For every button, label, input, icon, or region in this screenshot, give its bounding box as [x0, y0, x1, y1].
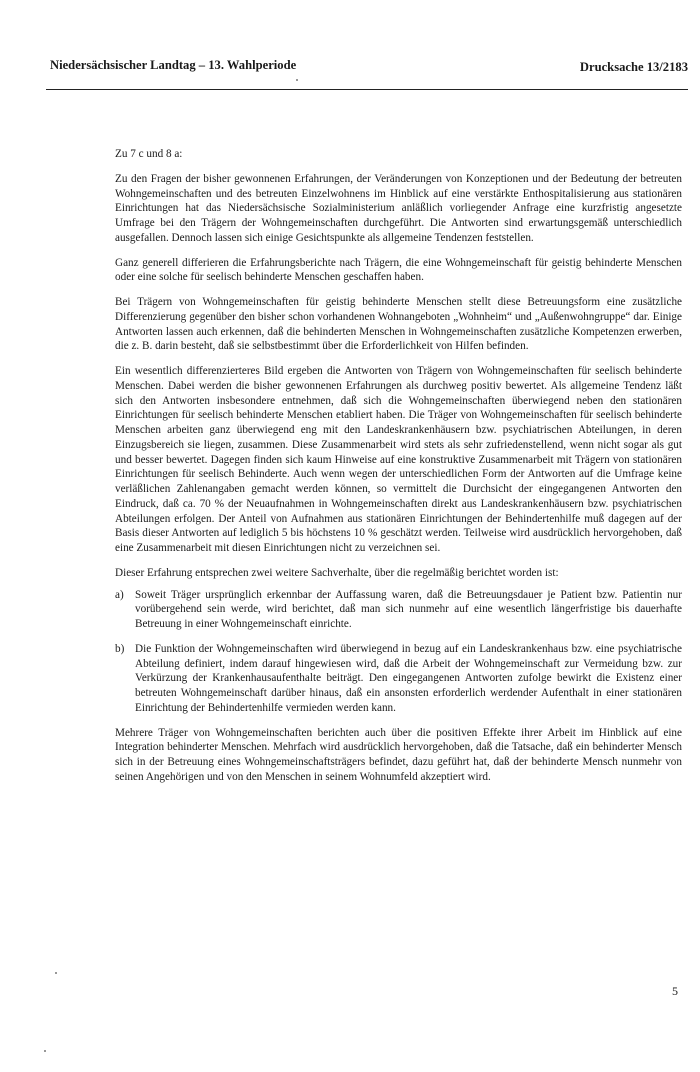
- list-intro: Dieser Erfahrung entsprechen zwei weitere Sachverhalte, über die regelmäßig berichtet worden ist:: [115, 566, 559, 579]
- list-marker: a): [115, 588, 124, 601]
- closing-paragraph: Mehrere Träger von Wohngemeinschaften berichten auch über die positiven Effekte ihrer Arbeit im Hinblick auf eine Integration behinderter Menschen. Mehrfach wird ausdrücklich hervorgehoben, daß die Tatsache, daß ein behinderter Mensch sich in der Betreuung eines Wohngemeinschaftsträgers befindet, dazu geführt hat, daß der behinderte Mensch nunmehr von seinen Angehörigen und von den Menschen in seinem Wohnumfeld akzeptiert wird.: [115, 726, 682, 783]
- list-marker: b): [115, 642, 125, 655]
- paragraph-4: Ein wesentlich differenzierteres Bild ergeben die Antworten von Trägern von Wohngemeinschaften für seelisch behinderte Menschen. Dabei werden die bisher gewonnenen Erfahrungen als durchweg positiv bewertet. Als allgemeine Tendenz läßt sich den Antworten insbesondere entnehmen, daß sich die Wohngemeinschaften überwiegend neben den stationären Einrichtungen für seelisch behinderte Menschen etabliert haben. Die Träger von Wohngemeinschaften für seelisch behinderte Menschen arbeiten ganz überwiegend eng mit den Landeskrankenhäusern bzw. psychiatrischen Abteilungen, in deren Einzugsbereich sie liegen, zusammen. Diese Zusammenarbeit wird stets als sehr zufriedenstellend, wenn nicht sogar als gut und besser bewertet. Dagegen finden sich kaum Hinweise auf eine konstruktive Zusammenarbeit mit Trägern von stationären Einrichtungen für seelisch Behinderte. Auch wenn wegen der unterschiedlichen Form der Antworten auf die Umfrage keine verläßlichen Zahlenangaben gemacht werden können, so vermittelt die Durchsicht der eingegangenen Antworten den Eindruck, daß ca. 70 % der Neuaufnahmen in Wohngemeinschaften direkt aus Landeskrankenhäusern bzw. psychiatrischen Abteilungen erfolgen. Der Anteil von Aufnahmen aus stationären Einrichtungen der Behindertenhilfe muß dagegen auf der Basis dieser Antworten auf lediglich 5 bis höchstens 10 % geschätzt werden. Teilweise wird ausdrücklich hervorgehoben, daß eine Zusammenarbeit mit diesen Einrichtungen nicht zu verzeichnen sei.: [115, 365, 682, 554]
- list-item-a: [115, 588, 682, 632]
- page-number: 5: [672, 984, 678, 998]
- header-rule: [46, 89, 688, 90]
- header-title: Niedersächsischer Landtag – 13. Wahlperiode: [50, 58, 297, 72]
- page-header: [50, 58, 688, 78]
- scan-speck: [55, 972, 57, 974]
- list-item-b: [115, 642, 682, 716]
- list-item-text: Soweit Träger ursprünglich erkennbar der Auffassung waren, daß die Betreuungsdauer je Patient bzw. Patientin nur vorübergehend sein werde, wird berichtet, daß man sich nunmehr auf eine wesentlich längerfristige bis dauerhafte Betreuung in einer Wohngemeinschaft einrichte.: [135, 588, 682, 630]
- scan-speck: [44, 1050, 46, 1052]
- document-body: [115, 147, 682, 795]
- document-number: Drucksache 13/2183: [579, 60, 688, 74]
- paragraph-2: Ganz generell differieren die Erfahrungsberichte nach Trägern, die eine Wohngemeinschaft für geistig behinderte Menschen oder eine solche für seelisch behinderte Menschen geschaffen haben.: [115, 256, 682, 284]
- section-heading: Zu 7 c und 8 a:: [115, 148, 183, 160]
- scan-speck: [296, 79, 298, 81]
- list-item-text: Die Funktion der Wohngemeinschaften wird überwiegend in bezug auf ein Landeskrankenhaus bzw. eine psychiatrische Abteilung definiert, indem darauf hingewiesen wird, daß die Arbeit der Wohngemeinschaft zur Vermeidung bzw. zur Verkürzung der Krankenhausaufenthalte beiträgt. Den eingegangenen Antworten zufolge bewirkt die Existenz einer betreuten Wohngemeinschaft darüber hinaus, daß ein ansonsten erforderlich werdender Aufenthalt in einer stationären Einrichtung der Behindertenhilfe vermieden werden kann.: [135, 642, 682, 714]
- paragraph-3: Bei Trägern von Wohngemeinschaften für geistig behinderte Menschen stellt diese Betreuungsform eine zusätzliche Differenzierung gegenüber den bisher schon vorhandenen Wohnangeboten „Wohnheim“ und „Außenwohngruppe“ dar. Einige Antworten lassen auch erkennen, daß die behinderten Menschen in Wohngemeinschaften zusätzliche Kompetenzen erwerben, die z. B. darin besteht, daß sie selbstbestimmt über die Erforderlichkeit von Hilfen befinden.: [115, 296, 682, 353]
- paragraph-1: Zu den Fragen der bisher gewonnenen Erfahrungen, der Veränderungen von Konzeptionen und der Bedeutung der betreuten Wohngemeinschaften und des betreuten Einzelwohnens im Hinblick auf eine verstärkte Enthospitalisierung aus stationären Einrichtungen hat das Niedersächsische Sozialministerium anläßlich vorliegender Anfrage eine kurzfristig angesetzte Umfrage bei den Trägern der Wohngemeinschaften durchgeführt. Die Antworten sind erwartungsgemäß unterschiedlich ausgefallen. Dennoch lassen sich einige Gesichtspunkte als allgemeine Tendenzen feststellen.: [115, 172, 682, 244]
